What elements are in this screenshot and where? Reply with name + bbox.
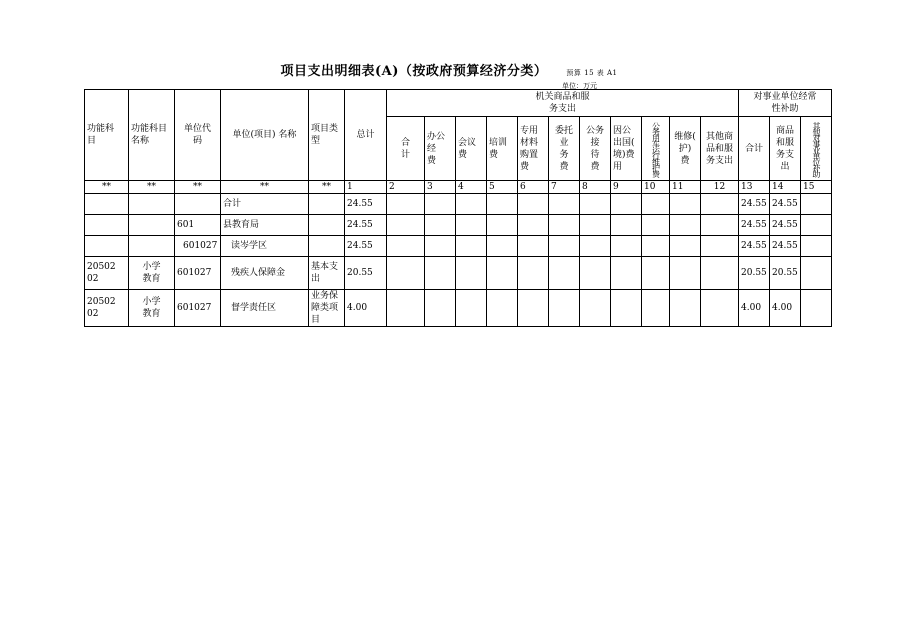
cell-unit-name: 县教育局 (221, 215, 309, 236)
cell-empty (518, 257, 549, 290)
cell-empty (518, 194, 549, 215)
cell-empty (801, 194, 832, 215)
cell-empty (701, 194, 739, 215)
header-unit-code: 单位代 码 (175, 90, 221, 181)
cell-g2-total: 20.55 (739, 257, 770, 290)
cell-unit-code (175, 194, 221, 215)
header-group-goods-services: 机关商品和服 务支出 (387, 90, 739, 117)
cell-empty (549, 290, 580, 327)
cell-unit-code: 601 (175, 215, 221, 236)
cell-empty (801, 257, 832, 290)
cell-empty (670, 290, 701, 327)
cell-empty (701, 290, 739, 327)
cell-g2-total: 24.55 (739, 215, 770, 236)
cell-func-code: 20502 02 (85, 290, 129, 327)
cell-proj-type (309, 236, 345, 257)
index-cell: 5 (487, 181, 518, 194)
cell-empty (611, 236, 642, 257)
cell-empty (801, 236, 832, 257)
cell-proj-type (309, 215, 345, 236)
header-reception: 公务 接 待 费 (580, 117, 611, 181)
header-training: 培训费 (487, 117, 518, 181)
index-cell: 2 (387, 181, 425, 194)
header-g2-total: 合计 (739, 117, 770, 181)
cell-empty (580, 290, 611, 327)
cell-empty (487, 236, 518, 257)
header-office: 办公经 费 (425, 117, 456, 181)
header-func-name: 功能科目 名称 (129, 90, 175, 181)
index-cell: 13 (739, 181, 770, 194)
cell-unit-code: 601027 (175, 236, 221, 257)
cell-unit-name: 残疾人保障金 (221, 257, 309, 290)
cell-g2-goods: 24.55 (770, 236, 801, 257)
cell-empty (642, 194, 670, 215)
index-cell: ** (129, 181, 175, 194)
cell-empty (549, 257, 580, 290)
table-row (85, 290, 832, 327)
cell-empty (611, 257, 642, 290)
cell-empty (487, 257, 518, 290)
cell-empty (387, 215, 425, 236)
cell-unit-name: 督学责任区 (221, 290, 309, 327)
cell-empty (701, 215, 739, 236)
cell-empty (580, 236, 611, 257)
cell-g2-goods: 24.55 (770, 194, 801, 215)
cell-func-name (129, 194, 175, 215)
cell-empty (518, 236, 549, 257)
index-cell: 3 (425, 181, 456, 194)
table-row (85, 194, 832, 215)
header-proj-type: 项目类 型 (309, 90, 345, 181)
cell-empty (387, 290, 425, 327)
cell-empty (425, 215, 456, 236)
cell-empty (549, 215, 580, 236)
index-cell: 15 (801, 181, 832, 194)
header-subtotal: 合 计 (387, 117, 425, 181)
cell-empty (611, 290, 642, 327)
index-cell: 10 (642, 181, 670, 194)
cell-func-code (85, 215, 129, 236)
cell-proj-type: 基本支 出 (309, 257, 345, 290)
header-abroad: 因公 出国( 境)费 用 (611, 117, 642, 181)
cell-g2-goods: 4.00 (770, 290, 801, 327)
cell-func-name (129, 236, 175, 257)
header-unit-name: 单位(项目) 名称 (221, 90, 309, 181)
cell-empty (549, 236, 580, 257)
index-cell: ** (221, 181, 309, 194)
index-cell: ** (175, 181, 221, 194)
header-vehicle: 公务用车运行维护费 (651, 121, 661, 176)
cell-empty (611, 194, 642, 215)
cell-func-code: 20502 02 (85, 257, 129, 290)
cell-empty (701, 236, 739, 257)
index-cell: 4 (456, 181, 487, 194)
title-text: 项目支出明细表(A)（按政府预算经济分类） (280, 64, 548, 79)
cell-func-name: 小学 教育 (129, 257, 175, 290)
index-cell: 8 (580, 181, 611, 194)
cell-empty (642, 290, 670, 327)
cell-unit-code: 601027 (175, 257, 221, 290)
cell-empty (580, 194, 611, 215)
cell-empty (801, 290, 832, 327)
cell-empty (701, 257, 739, 290)
cell-g2-goods: 24.55 (770, 215, 801, 236)
header-entrust: 委托 业 务 费 (549, 117, 580, 181)
header-total: 总计 (345, 90, 387, 181)
cell-empty (387, 257, 425, 290)
header-group-subsidies: 对事业单位经常 性补助 (739, 90, 832, 117)
cell-func-code (85, 194, 129, 215)
cell-unit-code: 601027 (175, 290, 221, 327)
cell-total: 24.55 (345, 215, 387, 236)
cell-func-name (129, 215, 175, 236)
cell-empty (580, 215, 611, 236)
cell-empty (487, 215, 518, 236)
table-row (85, 215, 832, 236)
index-cell: 7 (549, 181, 580, 194)
index-cell: 9 (611, 181, 642, 194)
cell-total: 24.55 (345, 194, 387, 215)
cell-empty (549, 194, 580, 215)
table-row (85, 236, 832, 257)
header-g2-goods: 商品 和服 务支 出 (770, 117, 801, 181)
cell-total: 20.55 (345, 257, 387, 290)
index-cell: 11 (670, 181, 701, 194)
cell-empty (387, 236, 425, 257)
cell-empty (518, 290, 549, 327)
cell-empty (425, 290, 456, 327)
cell-empty (487, 290, 518, 327)
cell-g2-goods: 20.55 (770, 257, 801, 290)
index-row (85, 181, 832, 194)
cell-empty (670, 194, 701, 215)
cell-empty (642, 215, 670, 236)
cell-empty (425, 236, 456, 257)
page-title (0, 60, 898, 79)
table-row (85, 257, 832, 290)
cell-empty (670, 215, 701, 236)
cell-empty (456, 194, 487, 215)
cell-proj-type: 业务保 障类项 目 (309, 290, 345, 327)
header-func-code: 功能科 目 (85, 90, 129, 181)
index-cell: ** (309, 181, 345, 194)
cell-empty (670, 257, 701, 290)
cell-empty (487, 194, 518, 215)
cell-func-name: 小学 教育 (129, 290, 175, 327)
cell-empty (801, 215, 832, 236)
cell-empty (670, 236, 701, 257)
index-cell: 12 (701, 181, 739, 194)
header-meeting: 会议费 (456, 117, 487, 181)
cell-g2-total: 24.55 (739, 194, 770, 215)
cell-empty (425, 194, 456, 215)
header-g2-other: 其他对事业单位补助 (812, 121, 821, 176)
index-cell: 1 (345, 181, 387, 194)
cell-empty (456, 257, 487, 290)
index-cell: 6 (518, 181, 549, 194)
cell-empty (580, 257, 611, 290)
header-other-goods: 其他商 品和服 务支出 (701, 117, 739, 181)
unit-label: 单位：万元 (562, 82, 597, 90)
cell-g2-total: 24.55 (739, 236, 770, 257)
table-number: 预算 15 表 A1 (566, 69, 618, 77)
cell-empty (425, 257, 456, 290)
cell-empty (518, 215, 549, 236)
index-cell: 14 (770, 181, 801, 194)
index-cell: ** (85, 181, 129, 194)
cell-proj-type (309, 194, 345, 215)
header-repair: 维修( 护) 费 (670, 117, 701, 181)
header-materials: 专用 材料 购置 费 (518, 117, 549, 181)
cell-empty (456, 215, 487, 236)
cell-total: 4.00 (345, 290, 387, 327)
cell-func-code (85, 236, 129, 257)
cell-g2-total: 4.00 (739, 290, 770, 327)
cell-empty (642, 257, 670, 290)
cell-unit-name: 合计 (221, 194, 309, 215)
cell-empty (642, 236, 670, 257)
cell-empty (456, 236, 487, 257)
cell-unit-name: 读岑学区 (221, 236, 309, 257)
cell-empty (456, 290, 487, 327)
budget-table (84, 89, 832, 327)
cell-empty (611, 215, 642, 236)
cell-empty (387, 194, 425, 215)
cell-total: 24.55 (345, 236, 387, 257)
